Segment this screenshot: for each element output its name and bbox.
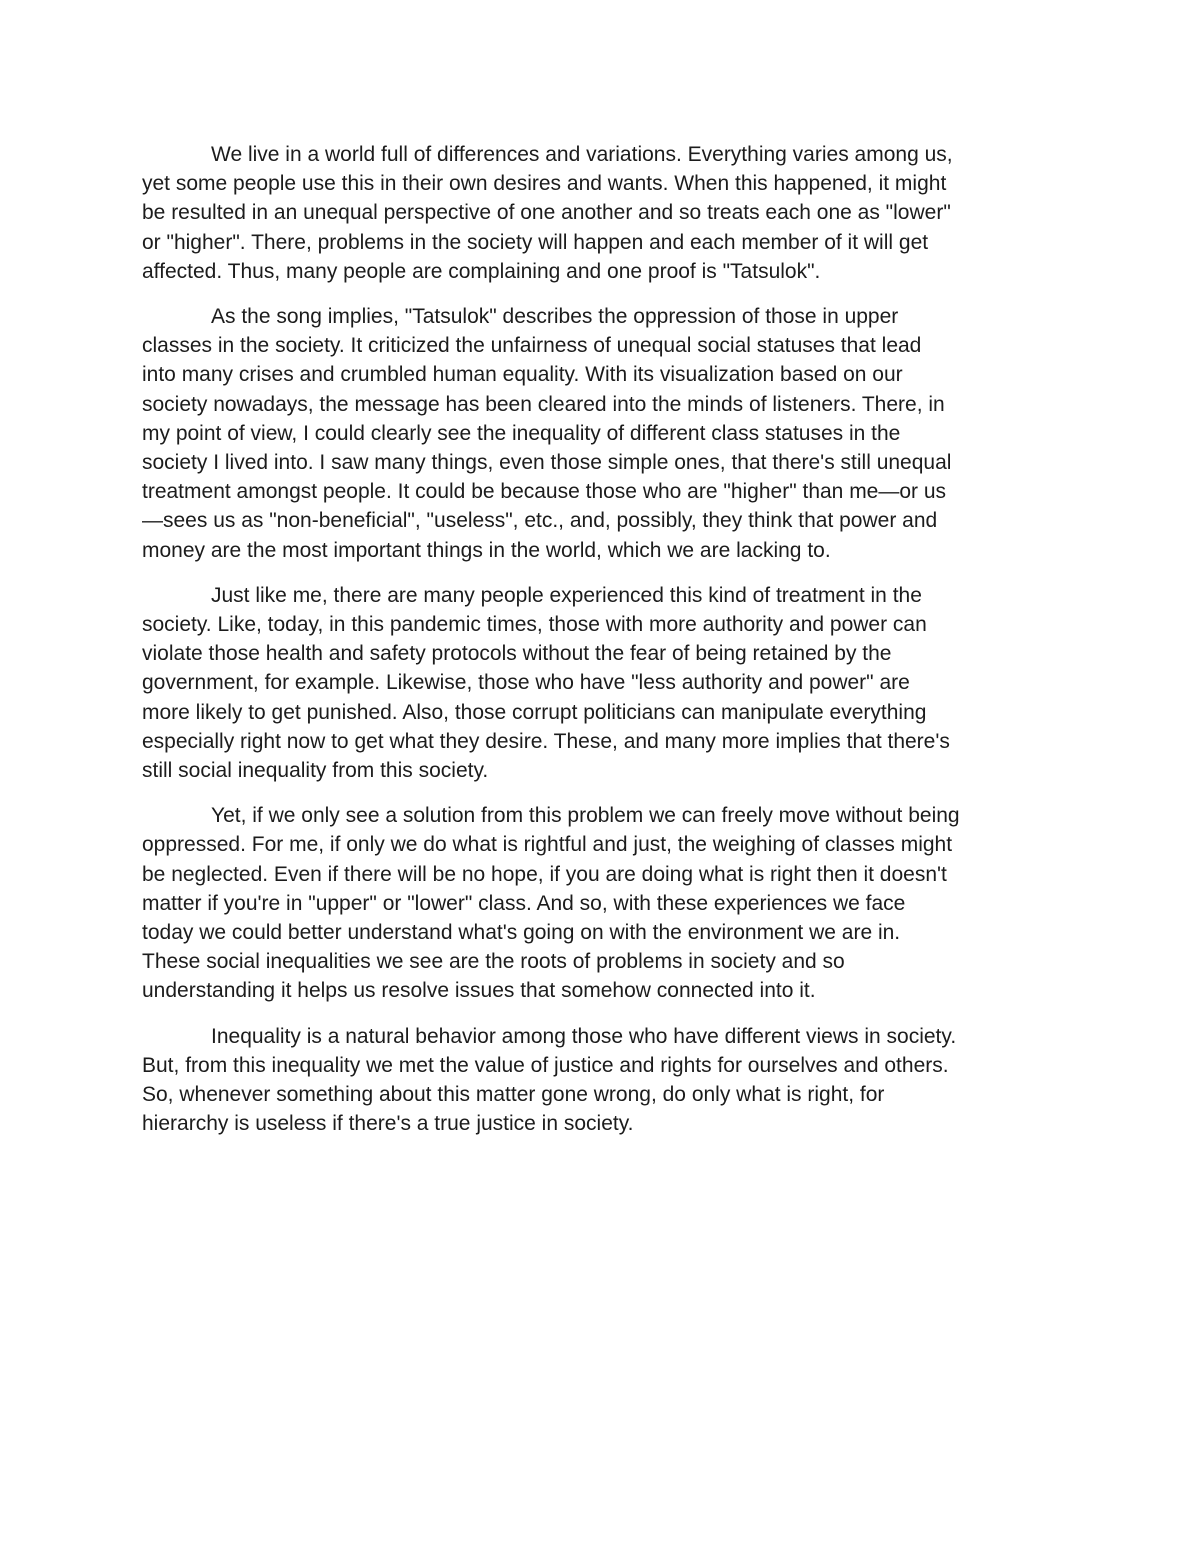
paragraph-3: Just like me, there are many people experienced this kind of treatment in the society. Like, today, in this pandemic times, those with more authority and power can violate those health and safety protocols without the fear of being retained by the government, for example. Likewise, those who have "less authority and power" are more likely to get punished. Also, those corrupt politicians can manipulate everything especially right now to get what they desire. These, and many more implies that there's still social inequality from this society. bbox=[142, 583, 950, 783]
paragraph-4: Yet, if we only see a solution from this problem we can freely move without being oppressed. For me, if only we do what is rightful and just, the weighing of classes might be neglected. Even if there will be no hope, if you are doing what is right then it doesn't matter if you're in "upper" or "lower" class. And so, with these experiences we face today we could better understand what's going on with the environment we are in. These social inequalities we see are the roots of problems in society and so understanding it helps us resolve issues that somehow connected into it. bbox=[142, 804, 960, 1003]
document-body bbox=[142, 140, 1062, 1155]
paragraph-2: As the song implies, "Tatsulok" describes the oppression of those in upper classes in the society. It criticized the unfairness of unequal social statuses that lead into many crises and crumbled human equality. With its visualization based on our society nowadays, the message has been cleared into the minds of listeners. There, in my point of view, I could clearly see the inequality of different class statuses in the society I lived into. I saw many things, even those simple ones, that there's still unequal treatment amongst people. It could be because those who are "higher" than me—or us —sees us as "non-beneficial", "useless", etc., and, possibly, they think that power and money are the most important things in the world, which we are lacking to. bbox=[142, 305, 952, 562]
paragraph-1: We live in a world full of differences and variations. Everything varies among us, yet some people use this in their own desires and wants. When this happened, it might be resulted in an unequal perspective of one another and so treats each one as "lower" or "higher". There, problems in the society will happen and each member of it will get affected. Thus, many people are complaining and one proof is "Tatsulok". bbox=[142, 143, 953, 283]
paragraph-5: Inequality is a natural behavior among those who have different views in society. But, from this inequality we met the value of justice and rights for ourselves and others. So, whenever something about this matter gone wrong, do only what is right, for hierarchy is useless if there's a true justice in society. bbox=[142, 1024, 957, 1136]
